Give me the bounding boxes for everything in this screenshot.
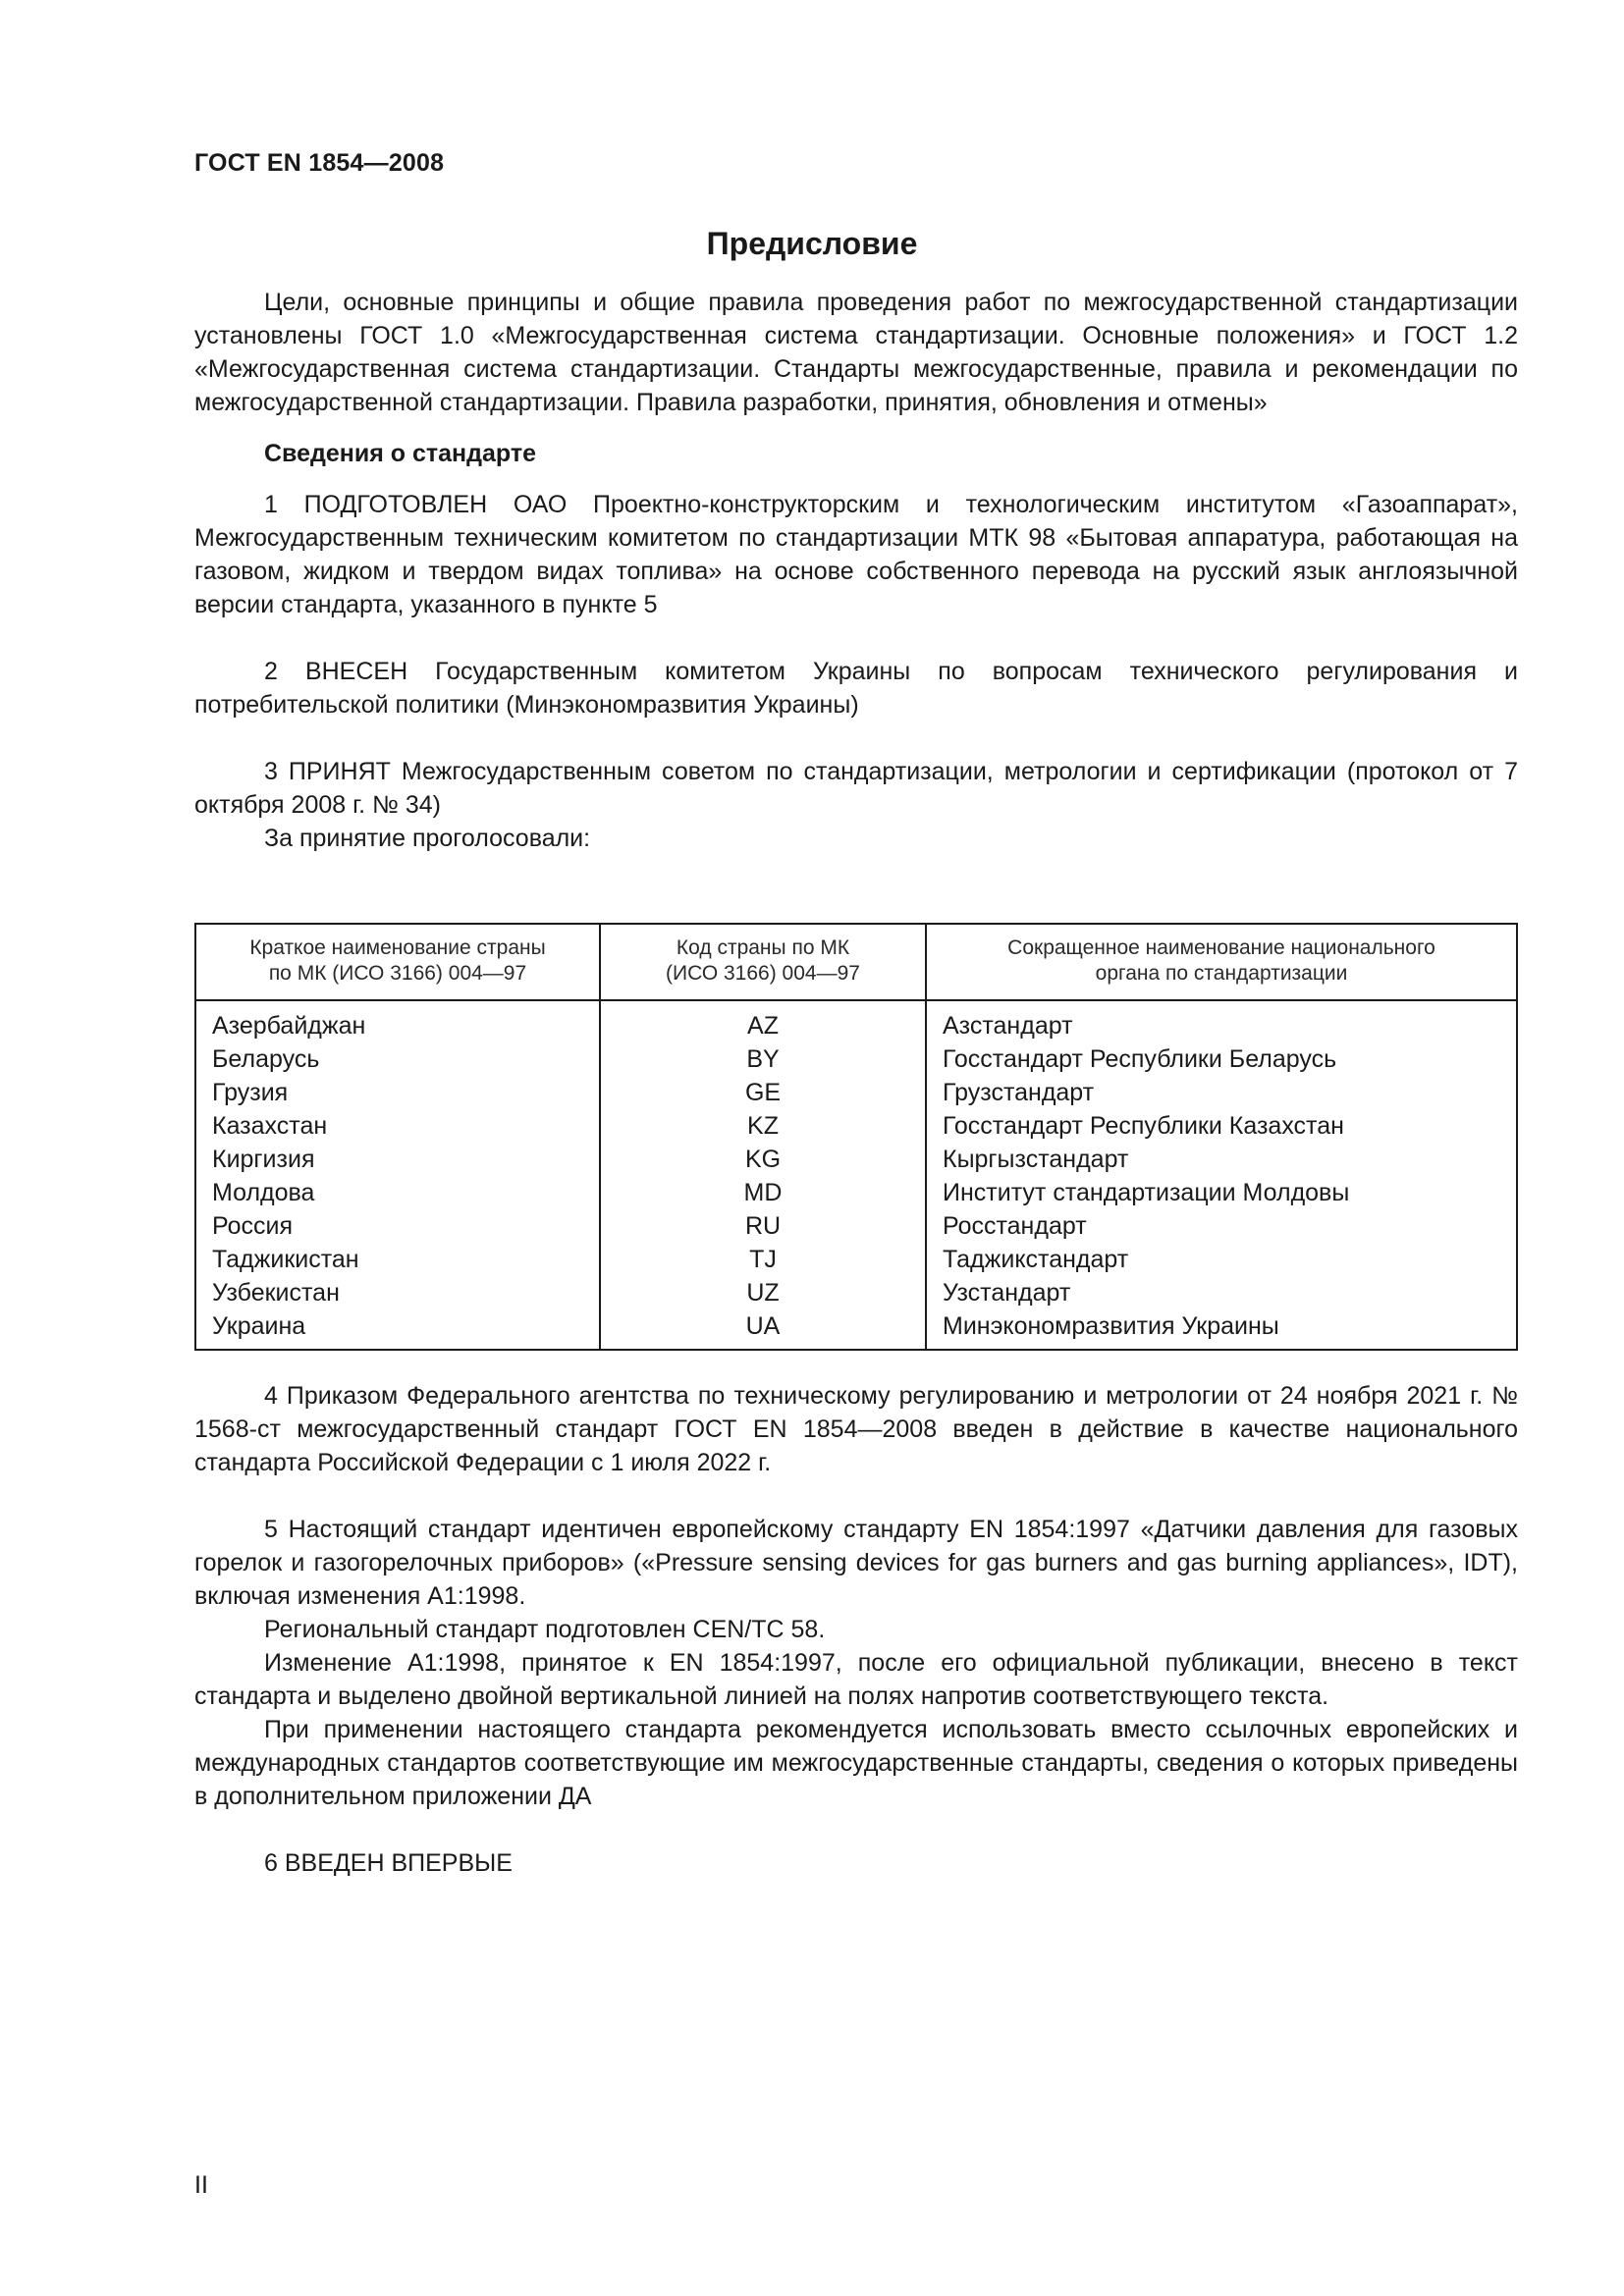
intro-paragraph: Цели, основные принципы и общие правила проведения работ по межгосударственной стандартизации установлены ГОСТ 1.0 «Межгосударственная система стандартизации. Основные положения» и ГОСТ 1.2 «Межгосударственная система стандартизации. Стандарты межгосударственные, правила и рекомендации по межгосударственной стандартизации. Правила разработки, принятия, обновления и отмены»	[194, 289, 1518, 416]
standards-body: Госстандарт Республики Беларусь	[926, 1042, 1517, 1076]
country-code: MD	[600, 1176, 926, 1209]
item-3-adopted: 3 ПРИНЯТ Межгосударственным советом по стандартизации, метрологии и сертификации (протокол от 7 октября 2008 г. № 34)	[194, 758, 1518, 819]
column-header-body: Сокращенное наименование национального органа по стандартизации	[926, 924, 1517, 1000]
table-row	[195, 1000, 1517, 1042]
item-1-prepared: 1 ПОДГОТОВЛЕН ОАО Проектно-конструкторским и технологическим институтом «Газоаппарат», Межгосударственным техническим комитетом по стандартизации МТК 98 «Бытовая аппаратура, работающая на газовом, жидком и твердом видах топлива» на основе собственного перевода на русский язык англоязычной версии стандарта, указанного в пункте 5	[194, 491, 1518, 618]
table-header-row	[195, 924, 1517, 1000]
column-header-code: Код страны по МК (ИСО 3166) 004—97	[600, 924, 926, 1000]
item-5-usage: При применении настоящего стандарта рекомендуется использовать вместо ссылочных европейских и международных стандартов соответствующие им межгосударственные стандарты, сведения о которых приведены в дополнительном приложении ДА	[194, 1716, 1518, 1810]
country-code: AZ	[600, 1000, 926, 1042]
table-row	[195, 1276, 1517, 1309]
standards-body: Кыргызстандарт	[926, 1143, 1517, 1176]
country-name: Азербайджан	[195, 1000, 600, 1042]
standards-body: Узстандарт	[926, 1276, 1517, 1309]
table-row	[195, 1109, 1517, 1143]
voted-label: За принятие проголосовали:	[264, 825, 591, 852]
member-countries-table	[194, 923, 1518, 1351]
standards-body: Госстандарт Республики Казахстан	[926, 1109, 1517, 1143]
table-row	[195, 1076, 1517, 1109]
item-2-submitted: 2 ВНЕСЕН Государственным комитетом Украины по вопросам технического регулирования и потребительской политики (Минэкономразвития Украины)	[194, 658, 1518, 719]
item-5-amendment: Изменение A1:1998, принятое к EN 1854:1997, после его официальной публикации, внесено в текст стандарта и выделено двойной вертикальной линией на полях напротив соответствующего текста.	[194, 1649, 1518, 1710]
country-code: UA	[600, 1309, 926, 1350]
page-title: Предисловие	[706, 226, 918, 261]
table-row	[195, 1309, 1517, 1350]
country-code: KZ	[600, 1109, 926, 1143]
table-row	[195, 1209, 1517, 1243]
country-name: Узбекистан	[195, 1276, 600, 1309]
standards-body: Таджикстандарт	[926, 1243, 1517, 1276]
item-5-regional: Региональный стандарт подготовлен CEN/TC 58.	[264, 1616, 826, 1643]
standards-body: Институт стандартизации Молдовы	[926, 1176, 1517, 1209]
country-name: Беларусь	[195, 1042, 600, 1076]
country-name: Таджикистан	[195, 1243, 600, 1276]
item-4-enacted: 4 Приказом Федерального агентства по техническому регулированию и метрологии от 24 ноября 2021 г. № 1568-ст межгосударственный стандарт ГОСТ EN 1854—2008 введен в действие в качестве национального стандарта Российской Федерации с 1 июля 2022 г.	[194, 1382, 1518, 1476]
info-heading: Сведения о стандарте	[264, 440, 537, 467]
document-code: ГОСТ EN 1854—2008	[194, 149, 445, 177]
country-code: BY	[600, 1042, 926, 1076]
upper-text-block	[194, 286, 1518, 855]
country-code: UZ	[600, 1276, 926, 1309]
page-number: II	[194, 2171, 208, 2199]
table-row	[195, 1176, 1517, 1209]
country-code: KG	[600, 1143, 926, 1176]
standards-body: Минэкономразвития Украины	[926, 1309, 1517, 1350]
country-name: Казахстан	[195, 1109, 600, 1143]
table-row	[195, 1143, 1517, 1176]
country-code: RU	[600, 1209, 926, 1243]
country-name: Киргизия	[195, 1143, 600, 1176]
standards-body: Росстандарт	[926, 1209, 1517, 1243]
standards-body: Азстандарт	[926, 1000, 1517, 1042]
country-name: Россия	[195, 1209, 600, 1243]
country-name: Украина	[195, 1309, 600, 1350]
standards-body: Грузстандарт	[926, 1076, 1517, 1109]
lower-text-block	[194, 1379, 1518, 1880]
country-name: Молдова	[195, 1176, 600, 1209]
country-code: GE	[600, 1076, 926, 1109]
item-5-identical: 5 Настоящий стандарт идентичен европейскому стандарту EN 1854:1997 «Датчики давления для газовых горелок и газогорелочных приборов» («Pressure sensing devices for gas burners and gas burning appliances», IDT), включая изменения A1:1998.	[194, 1516, 1518, 1610]
item-6-introduced: 6 ВВЕДЕН ВПЕРВЫЕ	[264, 1849, 513, 1877]
country-name: Грузия	[195, 1076, 600, 1109]
table-row	[195, 1042, 1517, 1076]
country-code: TJ	[600, 1243, 926, 1276]
column-header-country: Краткое наименование страны по МК (ИСО 3166) 004—97	[195, 924, 600, 1000]
table-row	[195, 1243, 1517, 1276]
